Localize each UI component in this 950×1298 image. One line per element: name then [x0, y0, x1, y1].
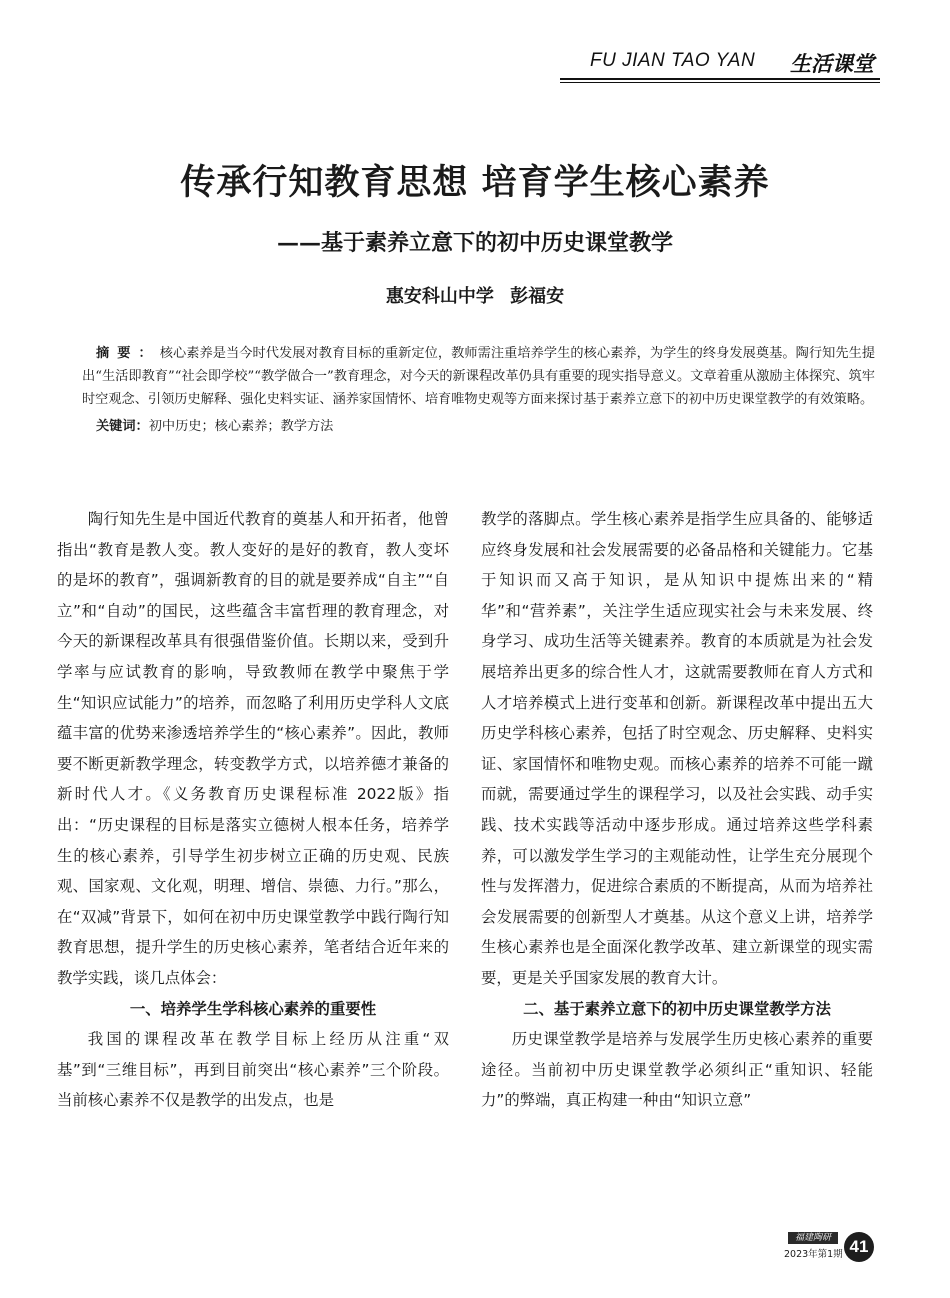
header-column-title: 生活课堂 [790, 52, 874, 76]
author-byline: 惠安科山中学 彭福安 [385, 286, 565, 307]
left-column [57, 504, 449, 1116]
magazine-logo: 福建陶研 [788, 1232, 838, 1244]
abstract-label: 摘要： [96, 346, 160, 361]
header-rule-thin [560, 82, 880, 83]
right-paragraph-1: 教学的落脚点。学生核心素养是指学生应具备的、能够适应终身发展和社会发展需要的必备品格和关键能力。它基于知识而又高于知识，是从知识中提炼出来的“精华”和“营养素”，关注学生适应现实社会与未来发展、终身学习、成功生活等关键素养。教育的本质就是为社会发展培养出更多的综合性人才，这就需要教师在育人方式和人才培养模式上进行变革和创新。新课程改革中提出五大历史学科核心素养，包括了时空观念、历史解释、史料实证、家国情怀和唯物史观。而核心素养的培养不可能一蹴而就，需要通过学生的课程学习，以及社会实践、动手实践、技术实践等活动中逐步形成。通过培养这些学科素养，可以激发学生学习的主观能动性，让学生充分展现个性与发挥潜力，促进综合素质的不断提高，从而为培养社会发展需要的创新型人才奠基。从这个意义上讲，培养学生核心素养也是全面深化教学改革、建立新课堂的现实需要，更是关乎国家发展的教育大计。 [481, 510, 873, 987]
keywords-text: 初中历史；核心素养；教学方法 [148, 419, 334, 434]
right-paragraph-2: 历史课堂教学是培养与发展学生历史核心素养的重要途径。当前初中历史课堂教学必须纠正“重知识、轻能力”的弊端，真正构建一种由“知识立意” [481, 1030, 873, 1110]
right-column [481, 504, 873, 1116]
issue-label: 2023年第1期 [784, 1249, 843, 1260]
keywords-line [82, 415, 875, 438]
section-heading-2: 二、基于素养立意下的初中历史课堂教学方法 [523, 999, 831, 1018]
abstract-block [82, 342, 875, 438]
left-paragraph-1: 陶行知先生是中国近代教育的奠基人和开拓者，他曾指出“教育是教人变。教人变好的是好的教育，教人变坏的是坏的教育”，强调新教育的目的就是要养成“自主”“自立”和“自动”的国民，这些蕴含丰富哲理的教育理念，对今天的新课程改革具有很强借鉴价值。长期以来，受到升学率与应试教育的影响，导致教师在教学中聚焦于学生“知识应试能力”的培养，而忽略了利用历史学科人文底蕴丰富的优势来渗透培养学生的“核心素养”。因此，教师要不断更新教学理念，转变教学方式，以培养德才兼备的新时代人才。《义务教育历史课程标准 2022版》指出：“历史课程的目标是落实立德树人根本任务，培养学生的核心素养，引导学生初步树立正确的历史观、民族观、国家观、文化观，明理、增信、崇德、力行。”那么，在“双减”背景下，如何在初中历史课堂教学中践行陶行知教育思想，提升学生的历史核心素养，笔者结合近年来的教学实践，谈几点体会： [57, 510, 449, 987]
keywords-label: 关键词： [96, 419, 149, 434]
article-title: 传承行知教育思想 培育学生核心素养 [180, 162, 770, 203]
left-paragraph-2: 我国的课程改革在教学目标上经历从注重“双基”到“三维目标”，再到目前突出“核心素养”三个阶段。当前核心素养不仅是教学的出发点，也是 [57, 1030, 449, 1110]
page-footer [780, 1232, 880, 1264]
header-rule [560, 78, 880, 80]
page-number: 41 [844, 1232, 874, 1262]
section-heading-1: 一、培养学生学科核心素养的重要性 [129, 999, 377, 1018]
abstract-paragraph [82, 342, 875, 411]
article-subtitle: ——基于素养立意下的初中历史课堂教学 [276, 230, 673, 256]
running-header [560, 48, 880, 84]
abstract-text: 核心素养是当今时代发展对教育目标的重新定位，教师需注重培养学生的核心素养，为学生的终身发展奠基。陶行知先生提出“生活即教育”“社会即学校”“教学做合一”教育理念，对今天的新课程改革仍具有重要的现实指导意义。文章着重从激励主体探究、筑牢时空观念、引领历史解释、强化史料实证、涵养家国情怀、培育唯物史观等方面来探讨基于素养立意下的初中历史课堂教学的有效策略。 [82, 346, 876, 407]
header-english: FU JIAN TAO YAN [590, 50, 756, 71]
